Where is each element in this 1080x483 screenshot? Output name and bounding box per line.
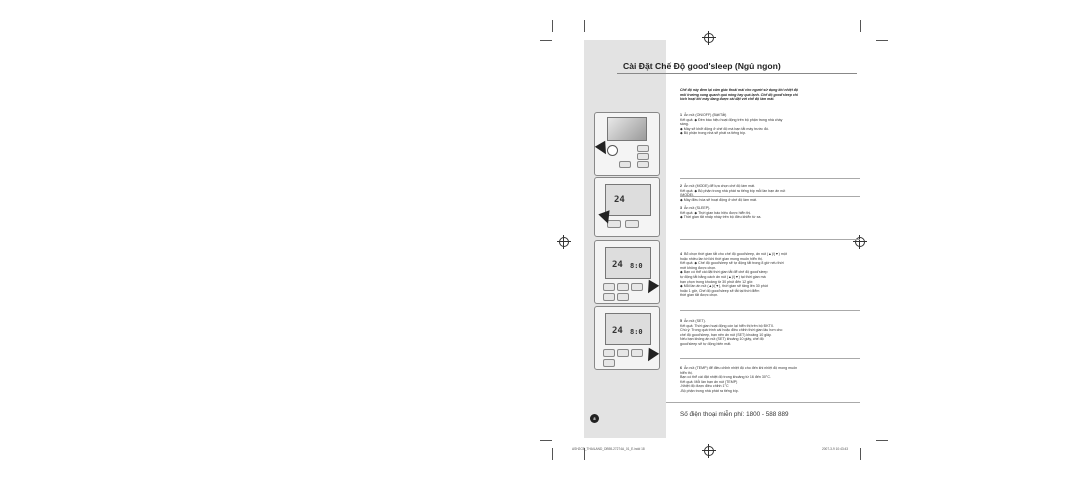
- step-line: ◆ Máy sẽ khởi động ở chế độ mà bạn tắt máy trước đó.: [680, 126, 769, 131]
- step-3: [680, 206, 761, 220]
- remote-button: [603, 283, 615, 291]
- lcd-temperature: 24: [612, 326, 623, 336]
- step-line: sáng.: [680, 122, 689, 127]
- step-text: Ấn nút (SET).: [684, 319, 706, 323]
- remote-screen: [605, 313, 651, 345]
- step-line: [680, 252, 787, 257]
- step-line: ◆ Mỗi lần ấn nút (▲)/(▼), thời gian sẽ tăng lên 30 phút: [680, 284, 768, 289]
- remote-screen: [607, 117, 647, 141]
- remote-button: [619, 161, 631, 168]
- step-line: [680, 366, 797, 371]
- step-text: Ấn nút (SLEEP).: [684, 206, 711, 210]
- step-divider: [666, 402, 860, 403]
- step-number: 2: [680, 184, 682, 188]
- registration-mark-icon: [704, 446, 714, 456]
- hotline-text: Số điện thoại miễn phí: 1800 - 588 889: [680, 411, 789, 418]
- step-line: ◆ Bộ phận trong nhà sẽ phát ra tiếng bíp.: [680, 131, 747, 136]
- crop-mark: [584, 20, 585, 32]
- step-line: Kết quả: ◆ Chế độ good'sleep sẽ tự động tắt trong 8 giờ nếu thời: [680, 261, 784, 266]
- sidebar-panel: [584, 40, 666, 438]
- step-divider: [680, 178, 860, 179]
- intro-line: Chế độ này đem lại cảm giác thoải mái cho người sử dụng khi nhiệt độ: [680, 88, 799, 92]
- step-line: Nếu bạn không ấn nút (SET) khoảng 10 giây, chế độ: [680, 337, 764, 342]
- step-divider: [680, 239, 860, 240]
- remote-button: [617, 349, 629, 357]
- step-line: ◆ Thời gian tắt nhấp nháy trên bộ điều khiển từ xa.: [680, 215, 762, 220]
- step-divider: [680, 310, 860, 311]
- intro-line: môi trường xung quanh quá nóng hay quá lạnh. Chế độ good'sleep chỉ: [680, 92, 798, 97]
- crop-mark: [876, 440, 888, 441]
- step-number: 1: [680, 113, 682, 117]
- step-2: [680, 184, 785, 202]
- remote-illustration-2: [594, 177, 660, 237]
- step-divider: [680, 196, 860, 197]
- step-6: [680, 366, 797, 394]
- step-line: Kết quả: ◆ Bộ phận trong nhà phát ra tiếng bíp mỗi lần bạn ấn nút: [680, 188, 786, 193]
- print-slug: ASH2CE_THAILAND_DB98-27274A_01_E.indd 18: [572, 447, 645, 451]
- step-line: Kết quả: Mỗi lần bạn ấn nút (TEMP): [680, 379, 738, 384]
- remote-button: [617, 293, 629, 301]
- remote-button: [637, 161, 649, 168]
- step-line: bạn chọn trong khoảng từ 30 phút đến 12 giờ.: [680, 279, 754, 284]
- registration-mark-icon: [559, 237, 569, 247]
- step-divider: [680, 358, 860, 359]
- remote-button: [631, 349, 643, 357]
- crop-mark: [860, 20, 861, 32]
- lcd-timer: 8:0: [630, 328, 643, 336]
- step-line: chế độ good'sleep, bạn nên ấn nút (SET) khoảng 10 giây.: [680, 332, 772, 337]
- step-line: thời gian tắt được chọn.: [680, 293, 719, 298]
- remote-button: [625, 220, 639, 228]
- step-text: Ấn nút (TEMP) để điều chỉnh nhiệt độ cho đến khi nhiệt độ mong muốn: [684, 366, 798, 370]
- step-number: 5: [680, 319, 682, 323]
- section-header: [617, 58, 857, 74]
- intro-line: kích hoạt khi máy đang được cài đặt với chế độ làm mát.: [680, 97, 775, 101]
- step-line: mới không được chọn.: [680, 265, 717, 270]
- intro-text: [680, 88, 860, 102]
- remote-button: [637, 145, 649, 152]
- remote-screen: [605, 247, 651, 279]
- step-line: Kết quả: ◆ Đèn báo hiệu hoạt động trên bộ phận trong nhà cháy: [680, 117, 783, 122]
- step-number: 3: [680, 206, 682, 210]
- step-number: 6: [680, 366, 682, 370]
- step-line: hoặc 1 giờ. Chế độ good'sleep sẽ tắt tại thời điểm: [680, 288, 760, 293]
- page-title: Cài Đặt Chế Độ good'sleep (Ngủ ngon): [623, 61, 781, 71]
- lcd-temperature: 24: [612, 260, 623, 270]
- crop-mark: [876, 40, 888, 41]
- registration-mark-icon: [704, 33, 714, 43]
- crop-mark: [552, 448, 553, 460]
- step-line: tự động tắt bằng cách ấn nút (▲)/(▼) tại thời gian mà: [680, 274, 766, 279]
- step-line: -Nhiệt độ được điều chỉnh 1°C: [680, 384, 729, 389]
- remote-button: [631, 283, 643, 291]
- step-line: ◆ Bạn có thể cài đặt thời gian tắt để chế độ good'sleep: [680, 270, 768, 275]
- remote-button: [603, 349, 615, 357]
- lcd-temperature: 24: [614, 195, 625, 205]
- crop-mark: [540, 40, 552, 41]
- lcd-timer: 8:0: [630, 262, 643, 270]
- crop-mark: [540, 440, 552, 441]
- title-underline: [617, 73, 857, 74]
- remote-screen: [605, 184, 651, 216]
- remote-button: [603, 359, 615, 367]
- crop-mark: [552, 20, 553, 32]
- step-line: hiển thị.: [680, 370, 693, 375]
- step-4: [680, 252, 787, 298]
- step-line: Chú ý: Trong quá trình cài hoặc điều chỉnh thời gian lâu hơn cho: [680, 328, 783, 333]
- step-text: Ấn nút (ON/OFF) (Bật/Tắt): [684, 113, 727, 117]
- step-5: [680, 319, 782, 347]
- step-line: Bạn có thể cài đặt nhiệt độ trong khoảng từ 16 đến 30°C.: [680, 375, 771, 380]
- crop-mark: [860, 448, 861, 460]
- step-line: good'sleep sẽ tự động biến mất.: [680, 341, 732, 346]
- step-line: hoặc nhiều lần tới khi thời gian mong muốn hiển thị.: [680, 256, 763, 261]
- remote-button: [617, 283, 629, 291]
- step-line: Kết quả: ◆ Thời gian báo hiệu được hiển thị.: [680, 210, 752, 215]
- print-timestamp: 2007-3-9 10:43:43: [822, 447, 849, 451]
- step-line: ◆ Máy điều hòa sẽ hoạt động ở chế độ làm mát.: [680, 197, 758, 202]
- remote-button: [603, 293, 615, 301]
- step-line: Kết quả: Thời gian hoạt động còn lại hiển thị trên bộ ĐKTX.: [680, 323, 775, 328]
- remote-button: [637, 153, 649, 160]
- step-text: Ấn nút (MODE) để lựa chọn chế độ làm mát.: [684, 184, 756, 188]
- step-line: -Bộ phận trong nhà phát ra tiếng bíp.: [680, 388, 739, 393]
- step-1: [680, 113, 782, 136]
- step-number: 4: [680, 252, 682, 256]
- page-number: 8: [590, 414, 599, 423]
- step-text: Bổ chọn thời gian tắt cho chế độ good'sleep, ấn nút (▲)/(▼) một: [684, 252, 787, 256]
